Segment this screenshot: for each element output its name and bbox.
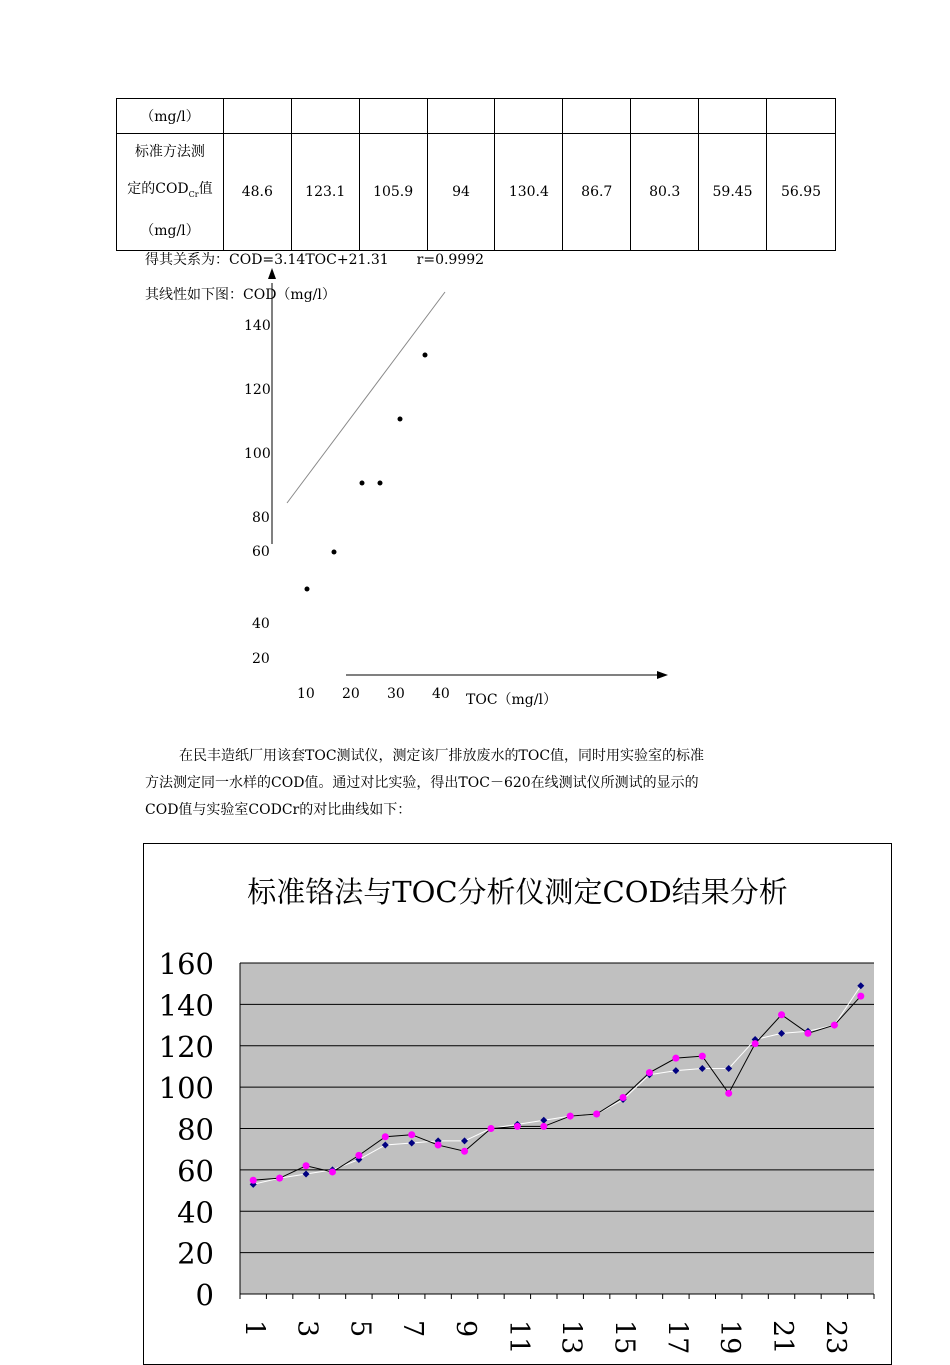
y-tick-label: 140: [244, 318, 271, 334]
scatter-point: [423, 353, 428, 358]
body-paragraph: [145, 743, 825, 824]
data-point-b: [804, 1030, 811, 1037]
data-point-b: [276, 1175, 283, 1182]
x-axis-label: TOC（mg/l）: [466, 692, 557, 708]
data-point-b: [567, 1113, 574, 1120]
data-point-b: [487, 1125, 494, 1132]
paragraph-line: COD值与实验室CODCr的对比曲线如下：: [145, 802, 412, 818]
y-tick-label: 80: [177, 1112, 214, 1147]
data-point-b: [725, 1090, 732, 1097]
data-point-b: [382, 1133, 389, 1140]
data-point-b: [593, 1111, 600, 1118]
table-cell: 48.6: [223, 134, 291, 251]
data-point-b: [435, 1142, 442, 1149]
x-tick-label: 13: [555, 1320, 587, 1355]
table-cell-label: （mg/l）: [117, 99, 224, 134]
label-subscript: Cr: [188, 189, 199, 199]
y-tick-label: 20: [177, 1236, 214, 1271]
data-point-b: [408, 1131, 415, 1138]
scatter-point: [305, 587, 310, 592]
scatter-point: [360, 481, 365, 486]
table-cell: 105.9: [359, 134, 427, 251]
y-tick-label: 40: [177, 1195, 214, 1230]
table-cell: 94: [427, 134, 495, 251]
label-line: 标准方法测: [134, 144, 205, 160]
data-point-b: [250, 1177, 257, 1184]
y-tick-label: 40: [252, 616, 270, 632]
data-point-b: [699, 1053, 706, 1060]
x-tick-label: 11: [502, 1320, 534, 1355]
data-point-b: [303, 1162, 310, 1169]
data-point-b: [778, 1011, 785, 1018]
data-point-b: [514, 1123, 521, 1130]
paragraph-line: 方法测定同一水样的COD值。通过对比实验，得出TOC－620在线测试仪所测试的显示的: [145, 775, 699, 791]
y-tick-label: 60: [252, 544, 270, 560]
data-point-b: [540, 1123, 547, 1130]
x-tick-label: 9: [450, 1320, 482, 1338]
paragraph-line: 在民丰造纸厂用该套TOC测试仪，测定该厂排放废水的TOC值，同时用实验室的标准: [179, 748, 705, 764]
scatter-point: [378, 481, 383, 486]
y-tick-label: 160: [158, 947, 214, 981]
x-tick-label: 40: [432, 686, 450, 702]
scatter-point: [398, 417, 403, 422]
data-point-b: [461, 1148, 468, 1155]
line-chart-svg: [144, 844, 891, 1364]
data-point-b: [752, 1040, 759, 1047]
table-cell: 86.7: [563, 134, 631, 251]
y-tick-label: 140: [158, 988, 214, 1023]
data-point-b: [831, 1022, 838, 1029]
label-line: （mg/l）: [140, 222, 200, 239]
data-point-b: [355, 1152, 362, 1159]
y-tick-label: 120: [158, 1029, 214, 1064]
y-axis-arrow: [268, 268, 276, 279]
x-tick-label: 30: [387, 686, 405, 702]
linear-intro: 其线性如下图：COD（mg/l）: [145, 287, 336, 303]
data-point-b: [620, 1094, 627, 1101]
x-tick-label: 1: [238, 1320, 270, 1338]
label-text: 值: [198, 181, 213, 197]
y-tick-label: 120: [244, 382, 271, 398]
x-tick-label: 17: [661, 1320, 693, 1355]
y-tick-label: 100: [158, 1071, 214, 1106]
x-tick-label: 3: [291, 1320, 323, 1338]
line-chart: [143, 843, 892, 1365]
y-tick-label: 60: [177, 1153, 214, 1188]
y-tick-label: 20: [252, 651, 270, 667]
scatter-point: [332, 550, 337, 555]
x-tick-label: 7: [397, 1320, 429, 1338]
chart-title: 标准铬法与TOC分析仪测定COD结果分析: [247, 875, 788, 909]
x-tick-label: 21: [767, 1320, 799, 1355]
table-cell: 123.1: [291, 134, 359, 251]
label-text: 定的COD: [127, 181, 189, 197]
x-tick-label: 20: [342, 686, 360, 702]
data-point-b: [672, 1055, 679, 1062]
relation-text: 得其关系为：COD=3.14TOC+21.31 r=0.9992: [145, 252, 485, 268]
x-tick-label: 5: [344, 1320, 376, 1338]
x-tick-label: 15: [608, 1320, 640, 1355]
table-cell: 130.4: [495, 134, 563, 251]
y-tick-label: 100: [244, 446, 271, 462]
fit-line: [287, 292, 445, 503]
data-point-b: [857, 993, 864, 1000]
table-cell: 56.95: [767, 134, 836, 251]
x-tick-label: 19: [714, 1320, 746, 1355]
y-tick-label: 80: [252, 510, 270, 526]
data-point-b: [646, 1069, 653, 1076]
x-axis-arrow: [657, 671, 668, 679]
x-tick-label: 10: [297, 686, 315, 702]
table-cell: 59.45: [699, 134, 767, 251]
y-tick-label: 0: [195, 1278, 214, 1312]
table-cell: 80.3: [631, 134, 699, 251]
data-point-b: [329, 1168, 336, 1175]
x-tick-label: 23: [819, 1320, 851, 1355]
